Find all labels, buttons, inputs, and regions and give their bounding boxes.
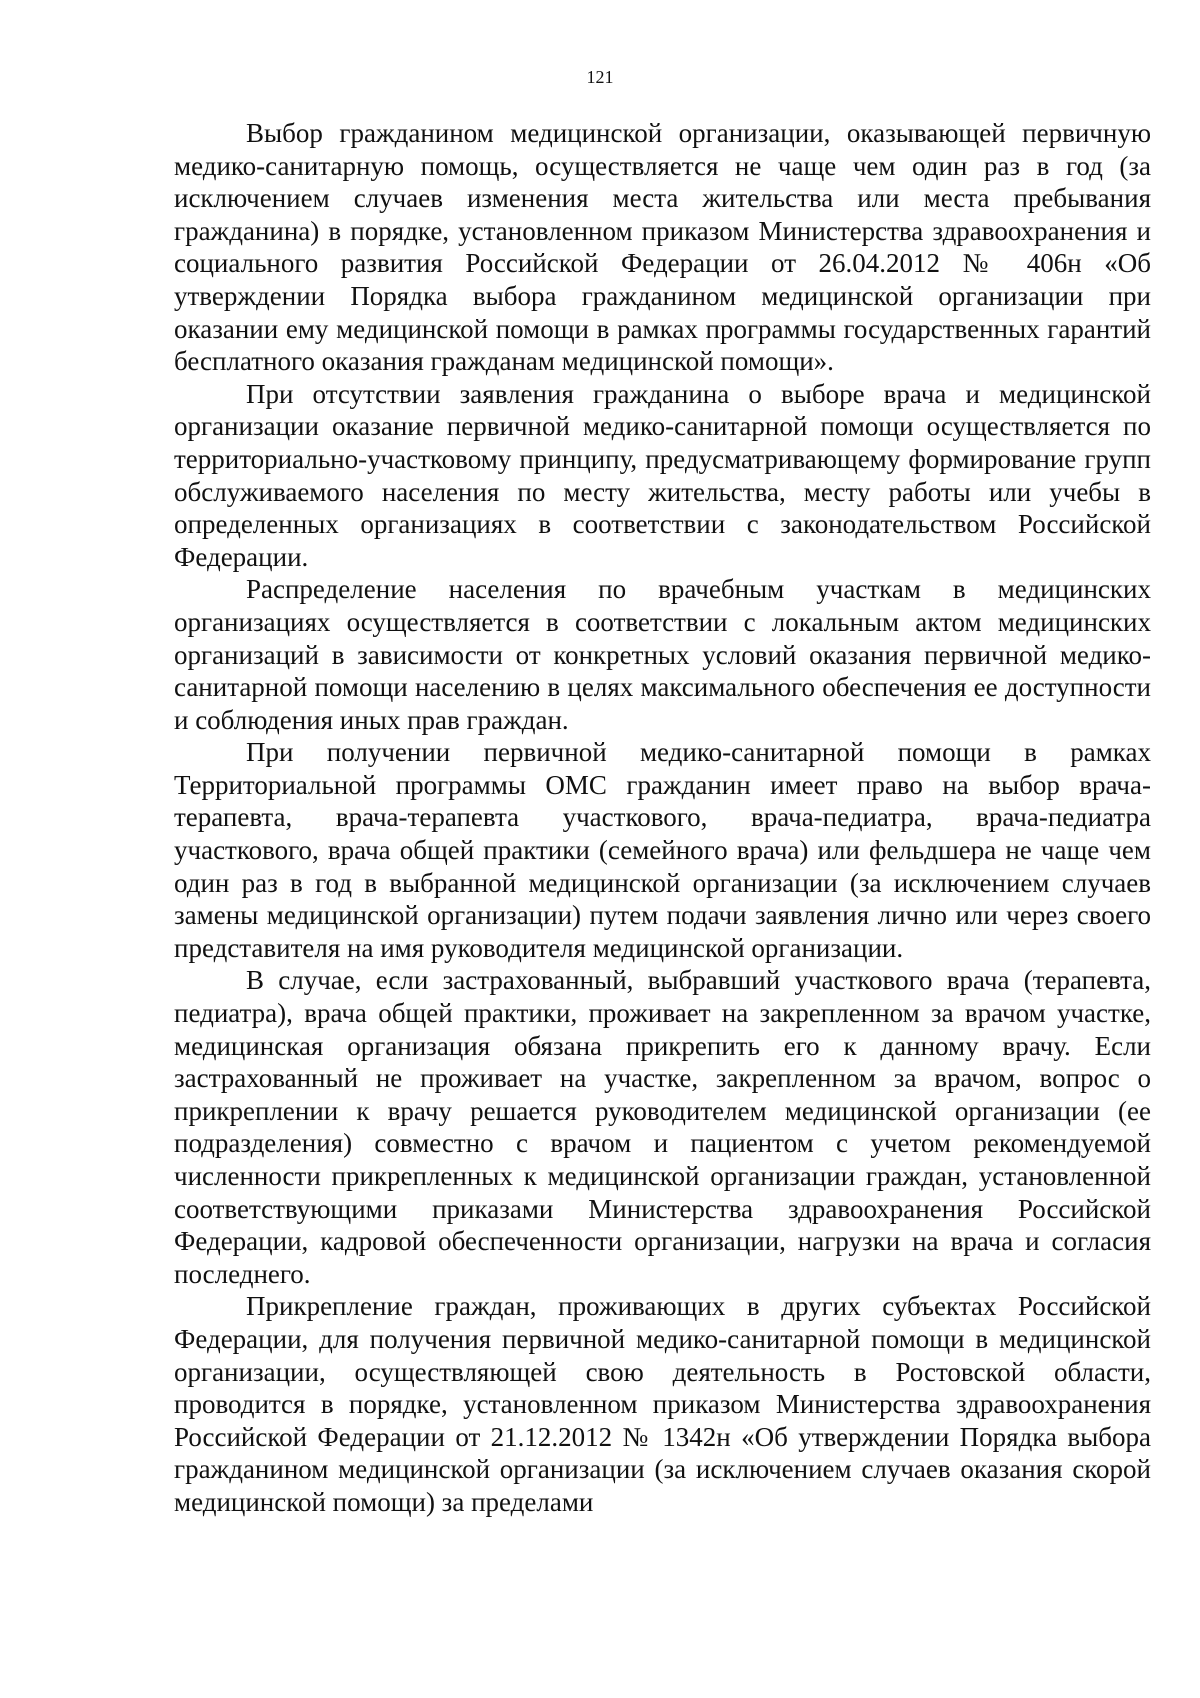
paragraph-other-regions: Прикрепление граждан, проживающих в других субъектах Российской Федерации, для получения первичной медико-санитарной помощи в медицинской организации, осуществляющей свою деятельность в Ростовской области, проводится в порядке, установленном приказом Министерства здравоохранения Российской Федерации от 21.12.2012 № 1342н «Об утверждении Порядка выбора гражданином медицинской организации (за исключением случаев оказания скорой медицинской помощи) за пределами bbox=[174, 1291, 1151, 1517]
paragraph-attachment-to-doctor: В случае, если застрахованный, выбравший участкового врача (терапевта, педиатра), врача общей практики, проживает на закрепленном за врачом участке, медицинская организация обязана прикрепить его к данному врачу. Если застрахованный не проживает на участке, закрепленном за врачом, вопрос о прикреплении к врачу решается руководителем медицинской организации (ее подразделения) совместно с врачом и пациентом с учетом рекомендуемой численности прикрепленных к медицинской организации граждан, установленной соответствующими приказами Министерства здравоохранения Российской Федерации, кадровой обеспеченности организации, нагрузки на врача и согласия последнего. bbox=[174, 965, 1151, 1289]
paragraph-distribution-by-districts: Распределение населения по врачебным участкам в медицинских организациях осуществляется в соответствии с локальным актом медицинских организаций в зависимости от конкретных условий оказания первичной медико-санитарной помощи населению в целях максимального обеспечения ее доступности и соблюдения иных прав граждан. bbox=[174, 574, 1151, 735]
paragraph-territorial-principle: При отсутствии заявления гражданина о выборе врача и медицинской организации оказание первичной медико-санитарной помощи осуществляется по территориально-участковому принципу, предусматривающему формирование групп обслуживаемого населения по месту жительства, месту работы или учебы в определенных организациях в соответствии с законодательством Российской Федерации. bbox=[174, 378, 1151, 572]
body-text bbox=[174, 117, 1151, 1519]
paragraph-choice-of-doctor: При получении первичной медико-санитарной помощи в рамках Территориальной программы ОМС гражданин имеет право на выбор врача-терапевта, врача-терапевта участкового, врача-педиатра, врача-педиатра участкового, врача общей практики (семейного врача) или фельдшера не чаще чем один раз в год в выбранной медицинской организации (за исключением случаев замены медицинской организации) путем подачи заявления лично или через своего представителя на имя руководителя медицинской организации. bbox=[174, 737, 1151, 963]
page-number: 121 bbox=[586, 67, 614, 87]
paragraph-choice-of-organization: Выбор гражданином медицинской организации, оказывающей первичную медико-санитарную помощь, осуществляется не чаще чем один раз в год (за исключением случаев изменения места жительства или места пребывания гражданина) в порядке, установленном приказом Министерства здравоохранения и социального развития Российской Федерации от 26.04.2012 № 406н «Об утверждении Порядка выбора гражданином медицинской организации при оказании ему медицинской помощи в рамках программы государственных гарантий бесплатного оказания гражданам медицинской помощи». bbox=[174, 118, 1151, 377]
